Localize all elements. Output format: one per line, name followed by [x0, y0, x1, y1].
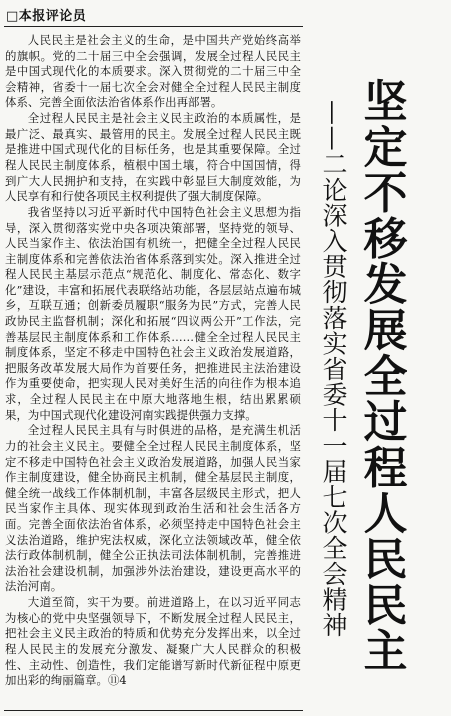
paragraph-1: 人民民主是社会主义的生命，是中国共产党始终高举的旗帜。党的二十届三中全会强调，发展全过程人民民主是中国式现代化的本质要求。深入贯彻党的二十届三中全会精神，省委十一届七次全会对健全全过程人民民主制度体系、完善全面依法治省体系作出再部署。: [5, 33, 301, 110]
paragraph-5: 大道至简，实干为要。前进道路上，在以习近平同志为核心的党中央坚强领导下，不断发展全过程人民民主，把社会主义民主政治的特质和优势充分发挥出来，以全过程人民民主的发展充分激发、凝聚广大人民群众的积极性、主动性、创造性，我们定能谱写新时代新征程中原更加出彩的绚丽篇章。⑪4: [5, 595, 301, 688]
paragraph-4: 全过程人民民主具有与时俱进的品格，是充满生机活力的社会主义民主。要健全全过程人民民主制度体系，坚定不移走中国特色社会主义政治发展道路，加强人民当家作主制度建设，健全协商民主机制，健全基层民主制度，健全统一战线工作体制机制，丰富各层级民主形式，把人民当家作主具体、现实体现到政治生活和社会生活各方面。完善全面依法治省体系，必须坚持走中国特色社会主义法治道路，维护宪法权威，深化立法领域改革，健全依法行政体制机制，健全公正执法司法体制机制，完善推进法治社会建设机制，加强涉外法治建设，建设更高水平的法治河南。: [5, 423, 301, 594]
bottom-divider: [4, 710, 303, 711]
column-label: □本报评论员: [6, 9, 87, 24]
article-body: [5, 33, 301, 689]
headline-subtitle: ——二论深入贯彻落实省委十一届七次全会精神: [319, 100, 348, 638]
paragraph-3: 我省坚持以习近平新时代中国特色社会主义思想为指导，深入贯彻落实党中央各项决策部署，坚持党的领导、人民当家作主、依法治国有机统一，把健全全过程人民民主制度体系和完善依法治省体系落到实处。深入推进全过程人民民主基层示范点“规范化、制度化、常态化、数字化”建设，丰富和拓展代表联络站功能，各层层站点遍布城乡，互联互通；创新委员履职“服务为民”方式，完善人民政协民主监督机制；深化和拓展“四议两公开”工作法，完善基层民主制度体系和工作体系……健全全过程人民民主制度体系，坚定不移走中国特色社会主义政治发展道路，把服务改革发展大局作为首要任务，把推进民主法治建设作为重要使命，把实现人民对美好生活的向往作为根本追求，全过程人民民主在中原大地落地生根，结出累累硕果，为中国式现代化建设河南实践提供强力支撑。: [5, 204, 301, 422]
paragraph-2: 全过程人民民主是社会主义民主政治的本质属性，是最广泛、最真实、最管用的民主。发展全过程人民民主既是推进中国式现代化的目标任务，也是其重要保障。全过程人民民主制度体系，植根中国土壤，符合中国国情，得到广大人民拥护和支持，在实践中彰显巨大制度效能，为人民享有和行使各项民主权利提供了强大制度保障。: [5, 111, 301, 204]
top-divider: [4, 26, 303, 27]
headline-title: 坚定不移发展全过程人民民主: [356, 78, 407, 674]
